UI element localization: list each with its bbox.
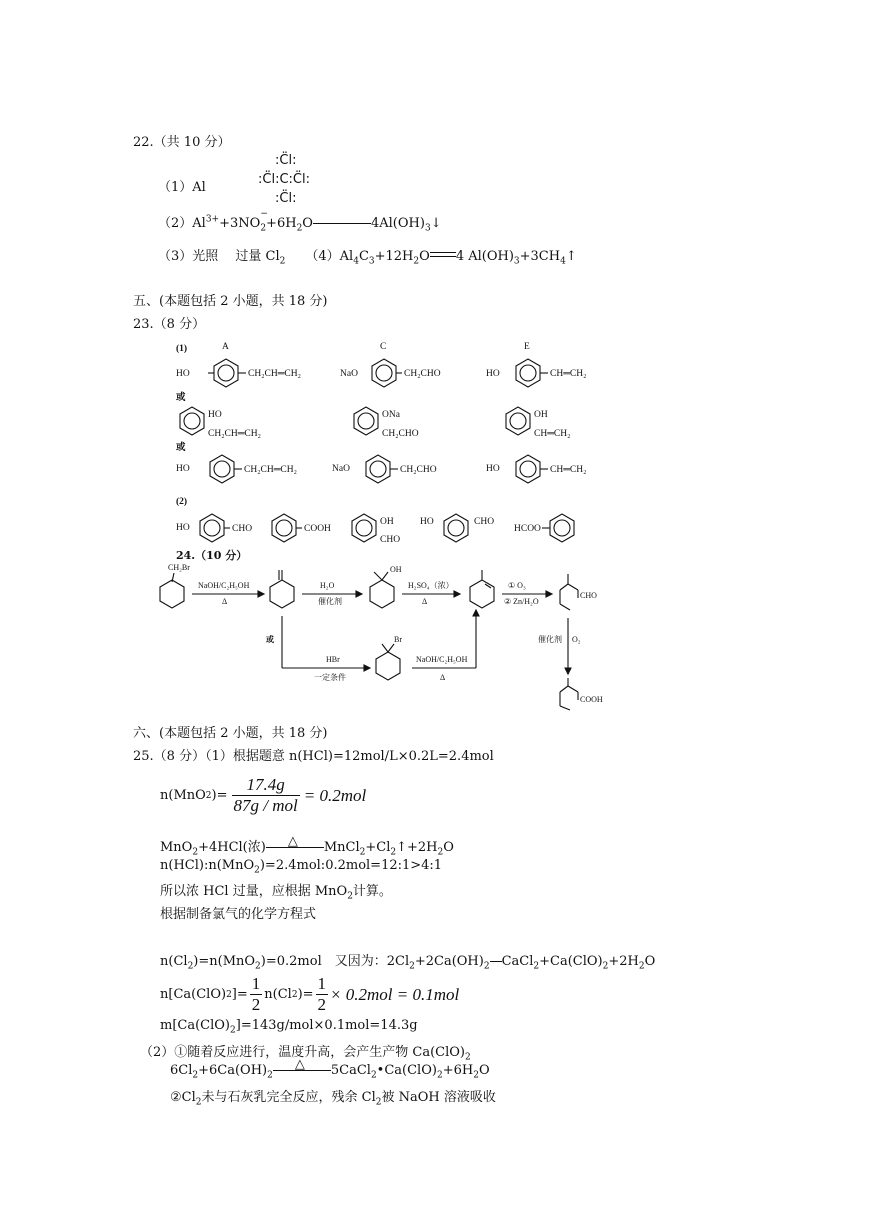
- q24-header: 24.（10 分）: [176, 549, 248, 562]
- q23-structures: [170, 338, 620, 550]
- lewis-mid: :C̈l:C:C̈l:: [258, 172, 310, 187]
- svg-text:HO: HO: [176, 523, 190, 533]
- svg-text:CH₂Br: CH₂Br: [168, 563, 190, 572]
- q25-moles-caclo2: n[Ca(ClO) 2 ]= $\frac{1}{2}$ n(Cl 2 )= $\frac{1}{2}$ × 0.2mol = 0.1mol: [160, 974, 460, 1014]
- cyclohexane-ring: [270, 580, 294, 608]
- label-C: C: [380, 342, 387, 352]
- q25-part2: （2）①随着反应进行，温度升高，会产生产物 $Ca(ClO)_2$: [140, 1045, 471, 1063]
- svg-text:CHO: CHO: [474, 517, 495, 527]
- cyclohexane-ring: [160, 580, 184, 608]
- svg-text:HCOO: HCOO: [514, 524, 541, 534]
- svg-text:一定条件: 一定条件: [314, 673, 346, 682]
- q22-header: 22.（共 10 分）: [133, 135, 231, 150]
- q22-part2-equation: $(2)Al^{3+}+3NO$ − $_2+6H_2O$ $4Al(OH)_3↓$: [158, 209, 442, 234]
- svg-text:H₂SO₄（浓）: H₂SO₄（浓）: [408, 581, 454, 590]
- q25-line1: 25.（8 分）（1）根据题意 n(HCl)=12mol/L×0.2L=2.4mol: [133, 749, 494, 764]
- q25-basis: 根据制备氯气的化学方程式: [160, 907, 317, 922]
- svg-text:HO: HO: [208, 410, 222, 420]
- q25-part2-note: $②Cl_2$未与石灰乳完全反应，残余 $Cl_2$被 NaOH 溶液吸收: [170, 1090, 496, 1108]
- svg-text:O₂: O₂: [572, 635, 581, 644]
- svg-text:CH₂CHO: CH₂CHO: [400, 465, 437, 475]
- group-allyl: CH₂CH═CH₂: [248, 369, 301, 379]
- cyclohexane-ring: [370, 580, 394, 608]
- svg-text:CH═CH₂: CH═CH₂: [550, 465, 587, 475]
- svg-text:或: 或: [266, 635, 274, 644]
- q25-ratio: n(HCl):n(MnO$_2$)=2.4mol:0.2mol=12:1>4:1: [160, 858, 443, 876]
- q22-part3-4: （3）光照 过量 $Cl_2$ $(4)Al_4C_3+12H_2O$ 4 $Al(OH)_3+3CH_4↑$: [158, 249, 577, 267]
- svg-text:COOH: COOH: [304, 524, 331, 534]
- svg-text:Δ: Δ: [222, 597, 228, 606]
- aromatic-circle: [218, 365, 234, 381]
- svg-text:HO: HO: [176, 464, 190, 474]
- label-A: A: [222, 342, 229, 352]
- group-vinyl: CH═CH₂: [550, 369, 587, 379]
- svg-text:OH: OH: [380, 517, 394, 527]
- q25-moles-mno2: n(MnO 2 )= $\frac{17.4g}{\text{87g / mol}}$ = 0.2mol: [160, 775, 367, 815]
- or-label: 或: [176, 393, 186, 403]
- section-6-header: 六、(本题包括 2 小题，共 18 分): [133, 726, 328, 741]
- svg-text:② Zn/H₂O: ② Zn/H₂O: [504, 597, 539, 606]
- group-ho: HO: [486, 369, 500, 379]
- svg-text:CH₂CHO: CH₂CHO: [382, 429, 419, 439]
- svg-text:CHO: CHO: [232, 524, 253, 534]
- q24-acid-product: [540, 676, 620, 716]
- svg-text:CHO: CHO: [580, 591, 597, 600]
- q22-part1-label: （1）Al: [158, 180, 206, 195]
- svg-text:OH: OH: [534, 410, 548, 420]
- svg-text:CH₂CH═CH₂: CH₂CH═CH₂: [208, 429, 261, 439]
- q25-cl2-equation: $n(Cl_2)=n(MnO_2)=0.2mol$ 又因为：$2Cl_2+2Ca(OH)_2$ $CaCl_2+Ca(ClO)_2+2H_2O$: [160, 954, 656, 972]
- aromatic-circle: [520, 365, 536, 381]
- svg-text:CH═CH₂: CH═CH₂: [534, 429, 571, 439]
- svg-text:Br: Br: [394, 635, 402, 644]
- svg-text:① O₃: ① O₃: [508, 581, 526, 590]
- svg-text:催化剂: 催化剂: [318, 597, 342, 606]
- lewis-top: :C̈l:: [275, 153, 297, 168]
- svg-text:HBr: HBr: [326, 655, 340, 664]
- q23-header: 23.（8 分）: [133, 317, 206, 332]
- q25-conclusion: 所以浓 HCl 过量，应根据 MnO$_2$计算。: [160, 884, 392, 902]
- svg-text:H₂O: H₂O: [320, 581, 335, 590]
- svg-text:NaO: NaO: [332, 464, 350, 474]
- section-5-header: 五、(本题包括 2 小题，共 18 分): [133, 294, 328, 309]
- q23-part1-label: (1): [176, 344, 188, 354]
- svg-text:NaOH/C₂H₅OH: NaOH/C₂H₅OH: [416, 655, 468, 664]
- svg-text:HO: HO: [420, 517, 434, 527]
- q25-mass: $m[Ca(ClO)_2]=143g/mol\times 0.1mol=14.3g$: [160, 1018, 418, 1036]
- svg-text:CH₂CH═CH₂: CH₂CH═CH₂: [244, 465, 297, 475]
- svg-text:Δ: Δ: [440, 673, 446, 682]
- cyclohexane-ring: [376, 652, 400, 680]
- svg-text:CHO: CHO: [380, 535, 401, 545]
- svg-text:催化剂: 催化剂: [538, 635, 562, 644]
- label-E: E: [524, 342, 530, 352]
- group-nao: NaO: [340, 369, 358, 379]
- lewis-bot: :C̈l:: [275, 191, 297, 206]
- svg-text:NaOH/C₂H₅OH: NaOH/C₂H₅OH: [198, 581, 250, 590]
- svg-text:ONa: ONa: [382, 410, 400, 420]
- aromatic-circle: [376, 365, 392, 381]
- q23-part2-label: (2): [176, 497, 188, 507]
- group-ch2cho: CH₂CHO: [404, 369, 441, 379]
- svg-text:COOH: COOH: [580, 695, 603, 704]
- cyclohexene-ring: [470, 580, 494, 608]
- svg-text:HO: HO: [486, 464, 500, 474]
- svg-text:OH: OH: [390, 565, 402, 574]
- svg-text:Δ: Δ: [422, 597, 428, 606]
- group-ho: HO: [176, 369, 190, 379]
- or-label: 或: [176, 443, 186, 453]
- q25-equation-mno2: MnO$_2$+4HCl(浓) △ $MnCl_2+Cl_2↑+2H_2O$: [160, 834, 454, 858]
- q25-part2-equation: $6Cl_2+6Ca(OH)_2$ △ $5CaCl_2•Ca(ClO)_2+6H_2O$: [170, 1057, 490, 1081]
